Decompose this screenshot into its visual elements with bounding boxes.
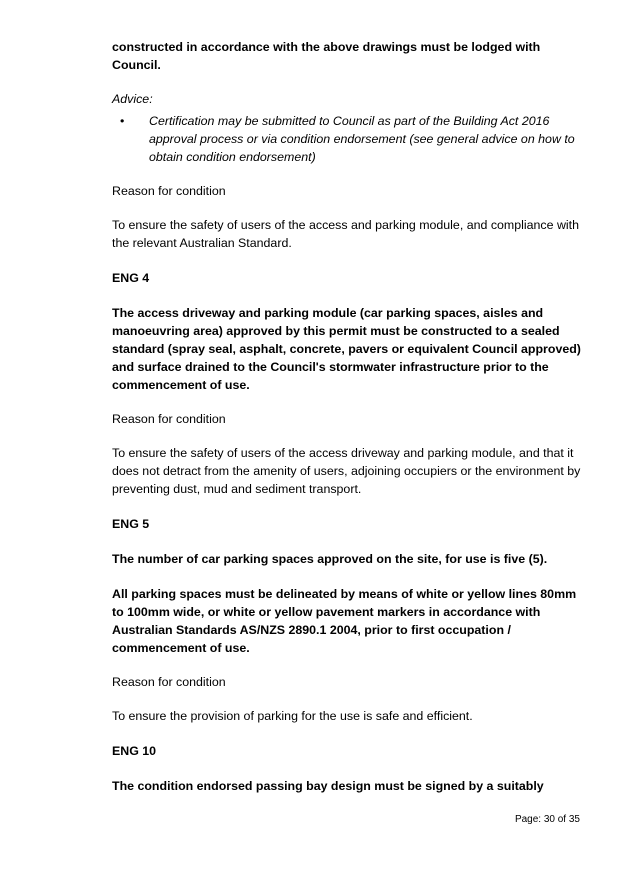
eng5-reason-text: To ensure the provision of parking for the use is safe and efficient. — [112, 709, 473, 723]
eng4-condition: The access driveway and parking module (car parking spaces, aisles and manoeuvring area) approved by this permit must be constructed to a sealed standard (spray seal, asphalt, concrete, pavers or equivalent Council approved) and surface drained to the Council's stormwater infrastructure prior to the commencement of use. — [112, 306, 581, 392]
eng5-heading: ENG 5 — [112, 517, 150, 531]
eng5-reason-label: Reason for condition — [112, 675, 226, 689]
eng5-condition-2: All parking spaces must be delineated by means of white or yellow lines 80mm to 100mm wide, or white or yellow pavement markers in accordance with Australian Standards AS/NZS 2890.1 2004, prior to first occupation / commencement of use. — [112, 587, 577, 655]
eng10-heading: ENG 10 — [112, 744, 157, 758]
reason-label: Reason for condition — [112, 184, 226, 198]
page-number: Page: 30 of 35 — [514, 814, 580, 825]
eng4-reason-text: To ensure the safety of users of the access driveway and parking module, and that it does not detract from the amenity of users, adjoining occupiers or the environment by preventing dust, mud and sediment transport. — [112, 446, 581, 496]
continuation-text: constructed in accordance with the above drawings must be lodged with Council. — [112, 40, 541, 72]
advice-label: Advice: — [112, 92, 153, 106]
eng5-condition-1: The number of car parking spaces approved on the site, for use is five (5). — [112, 552, 548, 566]
eng4-heading: ENG 4 — [112, 271, 150, 285]
bullet-icon: • — [120, 114, 125, 128]
advice-list-item — [112, 112, 582, 166]
document-body — [112, 38, 582, 795]
advice-text: Certification may be submitted to Council as part of the Building Act 2016 approval process or via condition endorsement (see general advice on how to obtain condition endorsement) — [149, 114, 575, 164]
eng10-condition: The condition endorsed passing bay design must be signed by a suitably — [112, 779, 544, 793]
eng4-reason-label: Reason for condition — [112, 412, 226, 426]
reason-text: To ensure the safety of users of the access and parking module, and compliance with the relevant Australian Standard. — [112, 218, 579, 250]
